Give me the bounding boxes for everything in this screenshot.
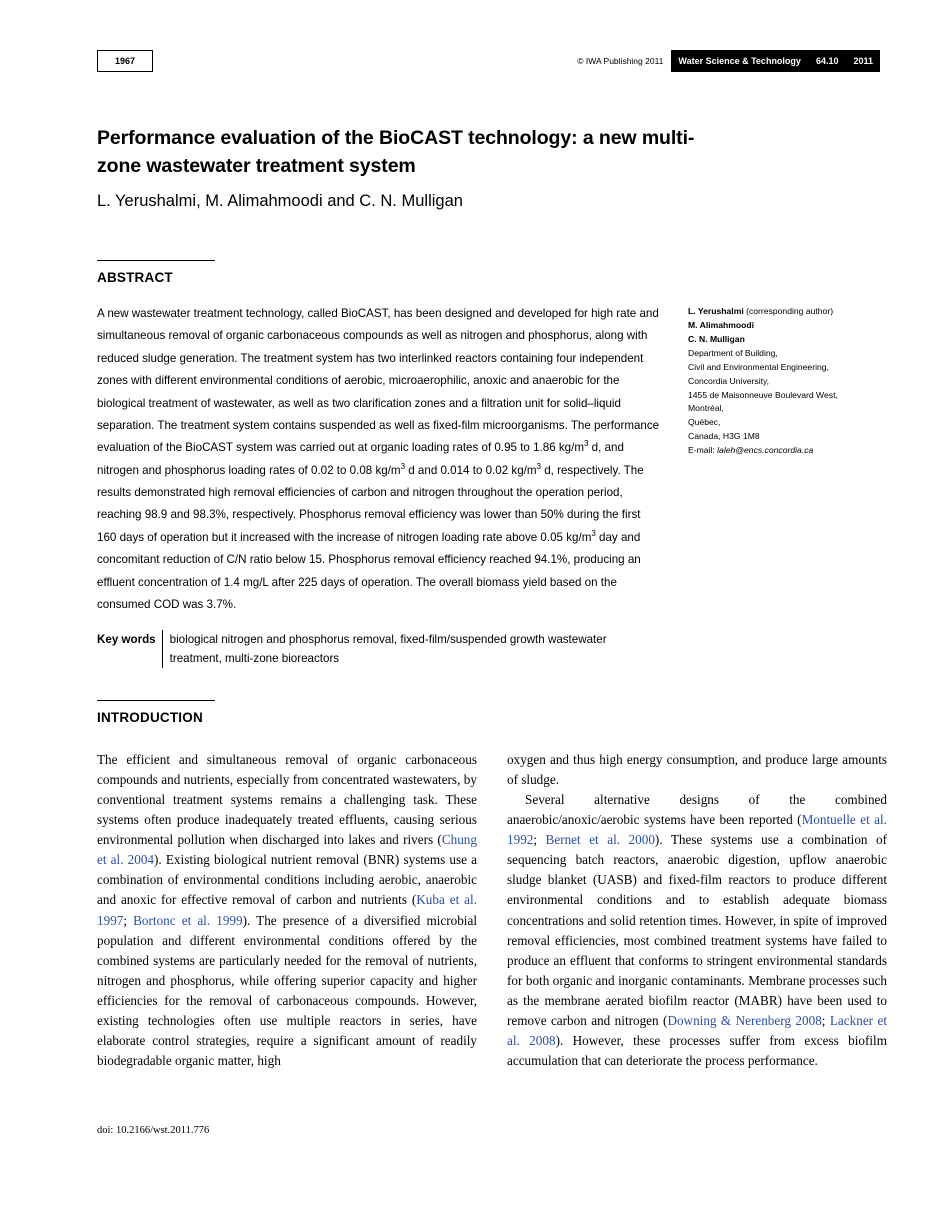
affiliation-line-7: 1455 de Maisonneuve Boulevard West, (688, 389, 838, 400)
affiliation-line-6: Concordia University, (688, 375, 770, 386)
citation-chung[interactable]: Chung et al. 2004 (97, 832, 477, 868)
affiliation-line-5: Civil and Environmental Engineering, (688, 361, 829, 372)
affiliation-author-3: C. N. Mulligan (688, 333, 745, 344)
citation-bortonc[interactable]: Bortonc et al. 1999 (133, 912, 243, 928)
citation-kuba[interactable]: Kuba et al. 1997 (97, 892, 477, 928)
affiliation-line-10: Canada, H3G 1M8 (688, 431, 760, 442)
journal-volume: 64.10 (809, 50, 846, 72)
abstract-exponent-4: 3 (591, 528, 596, 538)
author-list: L. Yerushalmi, M. Alimahmoodi and C. N. Mulligan (97, 192, 463, 210)
keywords-label: Key words (97, 633, 156, 646)
abstract-exponent-2: 3 (400, 461, 406, 471)
citation-montuelle[interactable]: Montuelle et al. 1992 (507, 812, 887, 848)
citation-bernet[interactable]: Bernet et al. 2000 (545, 832, 655, 848)
affiliation-email: E-mail: laleh@encs.concordia.ca (688, 445, 814, 456)
abstract-part-4: d, respectively. The results demonstrated high removal efficiencies of carbon and nitrogen throughout the operation period, reaching 98.9 and 98.3%, respectively. Phosphorus removal efficiency was lower than 50% during the first 160 days of operation but it increased with the increase of nitrogen loading rate above 0.05 kg/ (97, 463, 644, 544)
author-affiliation (688, 305, 878, 458)
introduction-rule (97, 700, 215, 701)
abstract-text (97, 303, 660, 616)
intro-paragraph-left: The efficient and simultaneous removal of organic carbonaceous compounds and nutrients, especially from concentrated wastewaters, by conventional treatment systems remains a challenging task. These systems often produce inadequately treated effluents, causing serious environmental pollution when discharged into lakes and rivers (Chung et al. 2004). Existing biological nutrient removal (BNR) systems use a combination of environmental conditions including aerobic, anaerobic and anoxic for effective removal of carbon and nutrients (Kuba et al. 1997; Bortonc et al. 1999). The presence of a diversified microbial population and different environmental conditions offered by the combined systems are particularly needed for the removal of nutrients, nitrogen and phosphorus, while offering superior capacity and higher efficiencies for the removal of carbonaceous compounds. However, existing technologies often use multiple reactors in series, have elaborate control strategies, require a significant amount of readily biodegradable organic matter, high (97, 752, 477, 1068)
affiliation-line-8: Montréal, (688, 403, 724, 414)
abstract-heading: ABSTRACT (97, 270, 173, 285)
intro-paragraph-right-2: Several alternative designs of the combined anaerobic/anoxic/aerobic systems have been reported (Montuelle et al. 1992; Bernet et al. 2000). These systems use a combination of sequencing batch reactors, anaerobic digestion, upflow anaerobic sludge blanket (UASB) and fixed-film reactors to produce different environmental conditions and to establish adequate biomass concentrations and solid retention times. However, in spite of improved removal efficiencies, most combined treatment systems have failed to produce an effluent that conforms to stringent environmental standards for both organic and inorganic contaminants. Membrane processes such as the membrane aerated biofilm reactor (MABR) have been used to remove carbon and nitrogen (Downing & Nerenberg 2008; Lackner et al. 2008). However, these processes suffer from excess biofilm accumulation that can deteriorate the process performance. (507, 792, 887, 1068)
doi-line: doi: 10.2166/wst.2011.776 (97, 1125, 210, 1136)
affiliation-author-1: L. Yerushalmi (corresponding author) (688, 306, 834, 316)
keywords-text: biological nitrogen and phosphorus removal, fixed-film/suspended growth wastewater treatment, multi-zone bioreactors (162, 630, 660, 668)
keywords (97, 630, 660, 668)
abstract-part-2: d, and nitrogen and phosphorus loading rates of 0.02 to 0.08 kg/m (97, 441, 624, 477)
affiliation-line-4: Department of Building, (688, 347, 778, 358)
body-column-left (97, 750, 477, 1071)
running-head (97, 50, 880, 72)
journal-name: Water Science & Technology (671, 50, 808, 72)
journal-year: 2011 (846, 50, 880, 72)
page-number: 1967 (97, 50, 153, 72)
citation-lackner[interactable]: Lackner et al. 2008 (507, 1012, 887, 1048)
abstract-unit-m: m (581, 530, 592, 544)
affiliation-line-9: Québec, (688, 417, 721, 428)
copyright-line: © IWA Publishing 2011 (577, 56, 664, 66)
body-column-right (507, 750, 887, 1071)
introduction-heading: INTRODUCTION (97, 710, 203, 725)
citation-downing[interactable]: Downing & Nerenberg 2008 (667, 1012, 822, 1028)
abstract-part-3: d and 0.014 to 0.02 kg/m (405, 463, 537, 477)
abstract-part-1: A new wastewater treatment technology, called BioCAST, has been designed and developed for high rate and simultaneous removal of organic carbonaceous compounds as well as nitrogen and phosphorus, along with reduced sludge generation. The treatment system has two interlinked reactors containing four independent zones with different environmental conditions of aerobic, microaerophilic, anoxic and anaerobic for the biological treatment of wastewater, as well as two clarification zones and a filtration unit for solid–liquid separation. The treatment system contains suspended as well as fixed-film microorganisms. The performance evaluation of the BioCAST system was carried out at organic loading rates of 0.95 to 1.86 kg/m (97, 307, 660, 455)
abstract-rule (97, 260, 215, 261)
intro-paragraph-right-1: oxygen and thus high energy consumption, and produce large amounts of sludge. (507, 752, 887, 788)
abstract-part-5: day and concomitant reduction of C/N ratio below 15. Phosphorus removal efficiency reached 94.1%, producing an effluent concentration of 1.4 mg/L after 225 days of operation. The overall biomass yield based on the consumed COD was 3.7%. (97, 530, 641, 611)
abstract-exponent-3: 3 (536, 461, 541, 471)
abstract-exponent-1: 3 (584, 439, 589, 449)
page-title: Performance evaluation of the BioCAST technology: a new multi-zone wastewater treatment system (97, 127, 695, 177)
affiliation-author-2: M. Alimahmoodi (688, 319, 755, 330)
